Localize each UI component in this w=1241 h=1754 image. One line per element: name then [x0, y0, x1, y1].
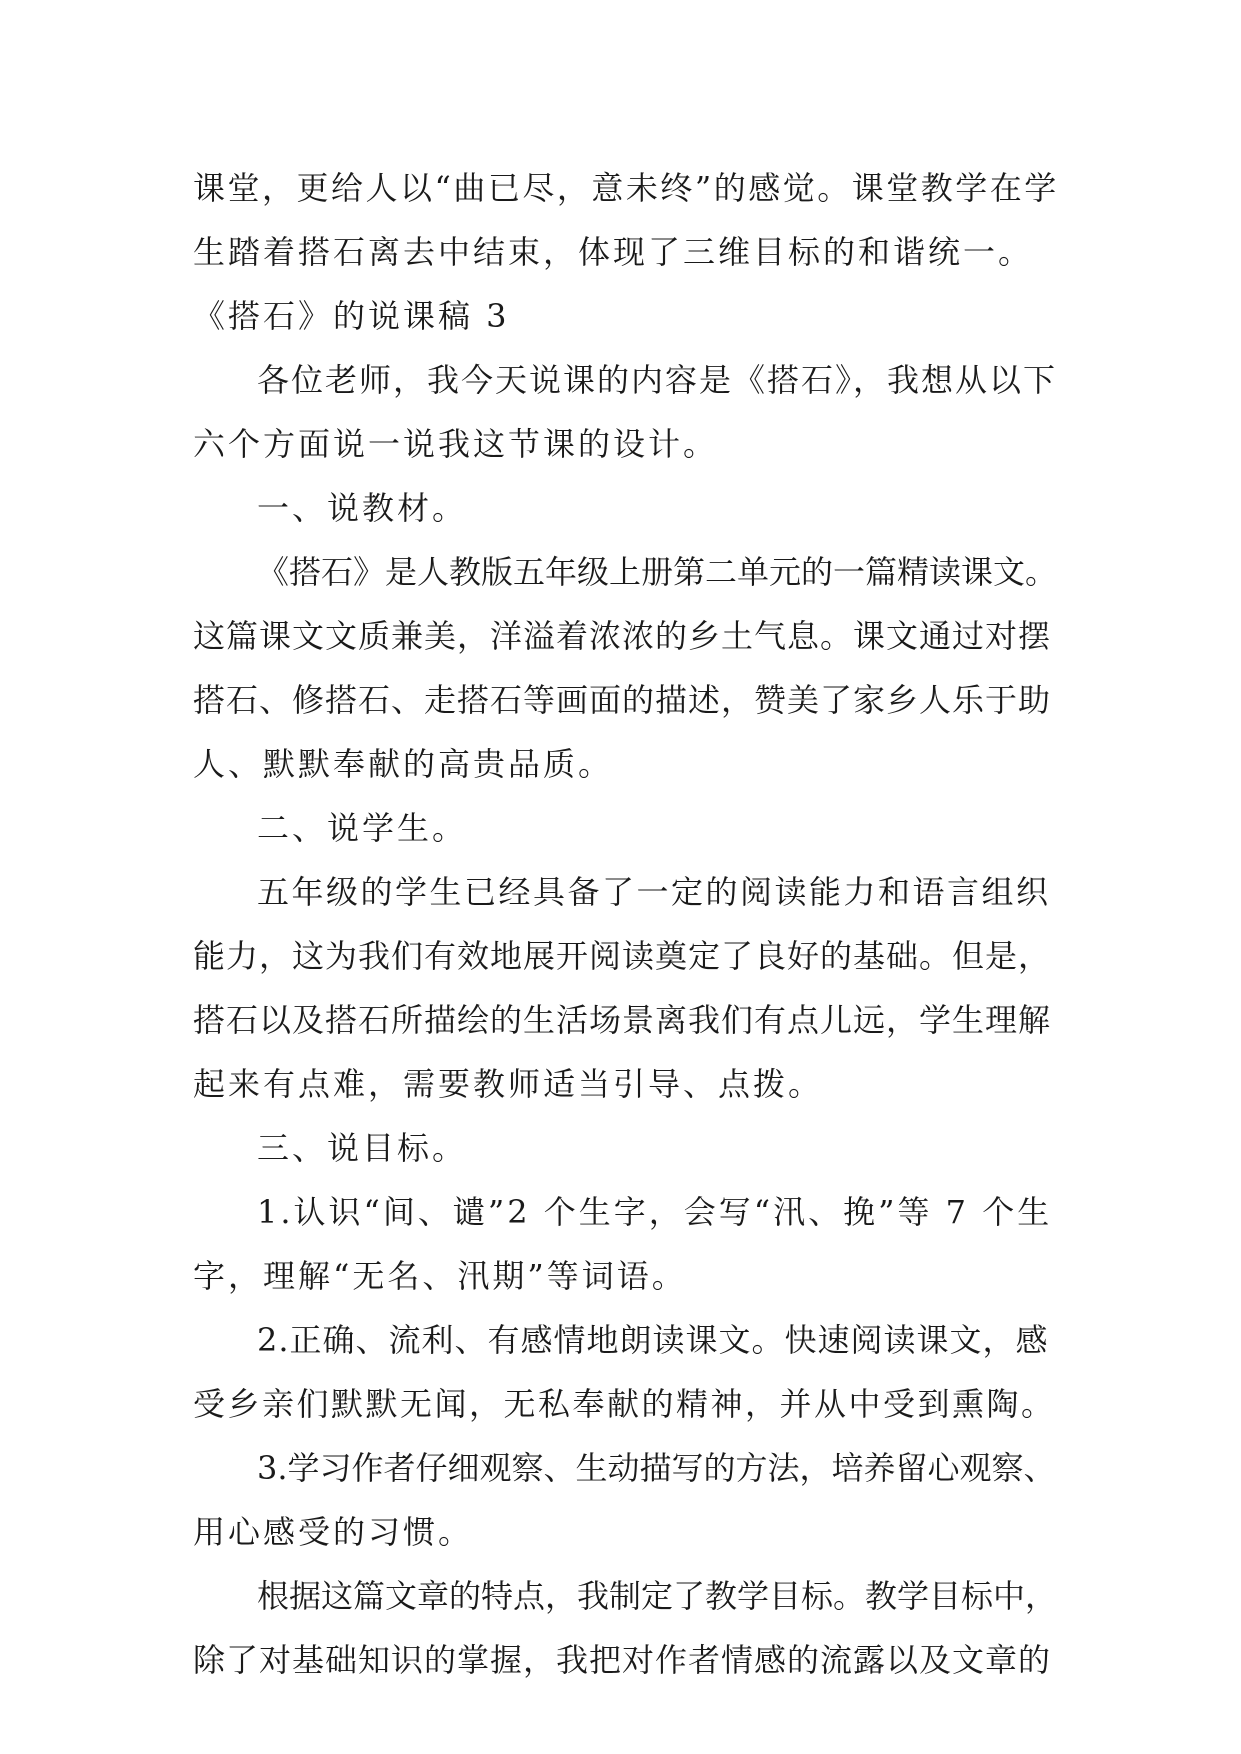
text-line: 受乡亲们默默无闻，无私奉献的精神，并从中受到熏陶。: [193, 1385, 1056, 1423]
text-line: 三、说目标。: [257, 1129, 468, 1167]
text-line: 二、说学生。: [257, 809, 468, 847]
text-line: 字，理解“无名、汛期”等词语。: [193, 1257, 687, 1295]
text-line: 除了对基础知识的掌握，我把对作者情感的流露以及文章的: [193, 1641, 1052, 1679]
text-line: 六个方面说一说我这节课的设计。: [193, 425, 719, 463]
text-line: 搭石以及搭石所描绘的生活场景离我们有点儿远，学生理解: [193, 1001, 1052, 1039]
text-line: 五年级的学生已经具备了一定的阅读能力和语言组织: [257, 873, 1051, 911]
text-line: 人、默默奉献的高贵品质。: [193, 745, 614, 783]
text-line: 课堂，更给人以“曲已尽，意未终”的感觉。课堂教学在学: [193, 169, 1059, 207]
text-line: 这篇课文文质兼美，洋溢着浓浓的乡土气息。课文通过对摆: [193, 617, 1052, 655]
text-line: 各位老师，我今天说课的内容是《搭石》，我想从以下: [257, 361, 1058, 399]
text-line: 一、说教材。: [257, 489, 468, 527]
text-line: 《搭石》是人教版五年级上册第二单元的一篇精读课文。: [257, 553, 1058, 591]
text-line: 1.认识“间、谴”2 个生字，会写“汛、挽”等 7 个生: [257, 1193, 1053, 1231]
text-line: 能力，这为我们有效地展开阅读奠定了良好的基础。但是，: [193, 937, 1052, 975]
text-line: 起来有点难，需要教师适当引导、点拨。: [193, 1065, 824, 1103]
text-line: 根据这篇文章的特点，我制定了教学目标。教学目标中，: [257, 1577, 1058, 1615]
text-line: 《搭石》的说课稿 3: [193, 297, 510, 335]
document-body: [193, 156, 1061, 1692]
text-line: 用心感受的习惯。: [193, 1513, 474, 1551]
text-line: 生踏着搭石离去中结束，体现了三维目标的和谐统一。: [193, 233, 1034, 271]
text-line: 搭石、修搭石、走搭石等画面的描述，赞美了家乡人乐于助: [193, 681, 1052, 719]
text-line: 2.正确、流利、有感情地朗读课文。快速阅读课文，感: [257, 1321, 1049, 1359]
text-line: 3.学习作者仔细观察、生动描写的方法，培养留心观察、: [257, 1449, 1056, 1487]
